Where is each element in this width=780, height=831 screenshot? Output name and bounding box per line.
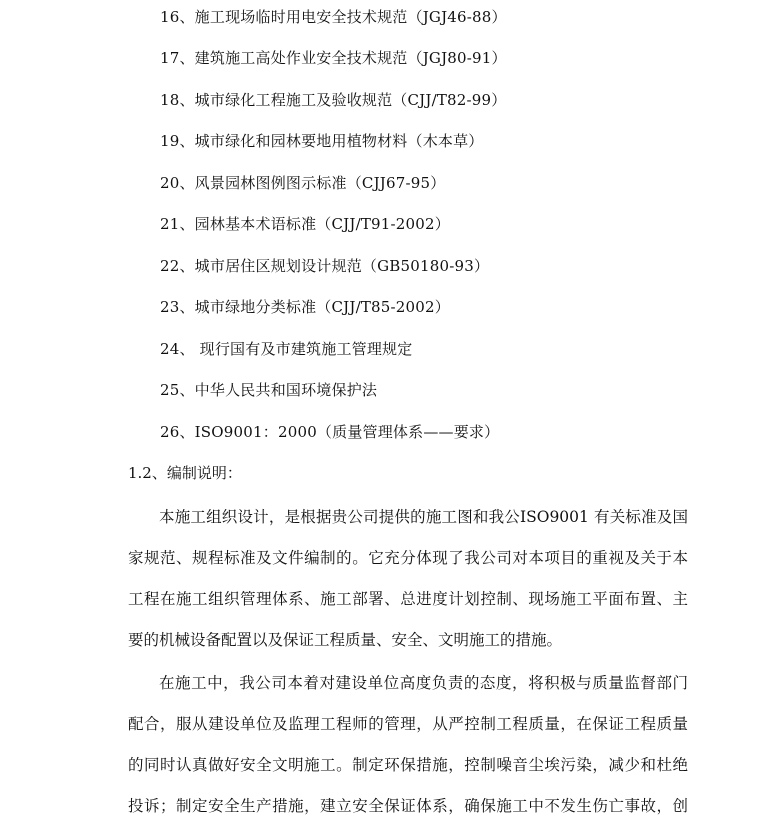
- reference-item: 26、ISO9001：2000（质量管理体系——要求）: [160, 423, 500, 441]
- reference-item: 24、 现行国有及市建筑施工管理规定: [160, 340, 413, 358]
- paragraph-line: 配合，服从建设单位及监理工程师的管理，从严控制工程质量，在保证工程质量: [128, 715, 688, 733]
- paragraph-line: 家规范、规程标准及文件编制的。它充分体现了我公司对本项目的重视及关于本: [128, 549, 688, 567]
- reference-item: 22、城市居住区规划设计规范（GB50180-93）: [160, 257, 490, 275]
- reference-item: 19、城市绿化和园林要地用植物材料（木本草）: [160, 132, 484, 150]
- paragraph-line: 的同时认真做好安全文明施工。制定环保措施，控制噪音尘埃污染，减少和杜绝: [128, 756, 688, 774]
- reference-item: 18、城市绿化工程施工及验收规范（CJJ/T82-99）: [160, 91, 507, 109]
- reference-item: 23、城市绿地分类标准（CJJ/T85-2002）: [160, 298, 450, 316]
- paragraph-line: 工程在施工组织管理体系、施工部署、总进度计划控制、现场施工平面布置、主: [128, 590, 688, 608]
- reference-item: 20、风景园林图例图示标准（CJJ67-95）: [160, 174, 446, 192]
- reference-item: 16、施工现场临时用电安全技术规范（JGJ46-88）: [160, 8, 507, 26]
- reference-item: 25、中华人民共和国环境保护法: [160, 381, 378, 399]
- paragraph-line: 投诉；制定安全生产措施，建立安全保证体系，确保施工中不发生伤亡事故，创: [128, 797, 688, 815]
- paragraph-line: 在施工中，我公司本着对建设单位高度负责的态度，将积极与质量监督部门: [159, 674, 688, 692]
- section-heading: 1.2、编制说明：: [128, 464, 242, 482]
- reference-item: 17、建筑施工高处作业安全技术规范（JGJ80-91）: [160, 49, 507, 67]
- reference-item: 21、园林基本术语标准（CJJ/T91-2002）: [160, 215, 450, 233]
- paragraph-line: 要的机械设备配置以及保证工程质量、安全、文明施工的措施。: [128, 631, 563, 649]
- paragraph-line: 本施工组织设计，是根据贵公司提供的施工图和我公ISO9001 有关标准及国: [159, 508, 688, 526]
